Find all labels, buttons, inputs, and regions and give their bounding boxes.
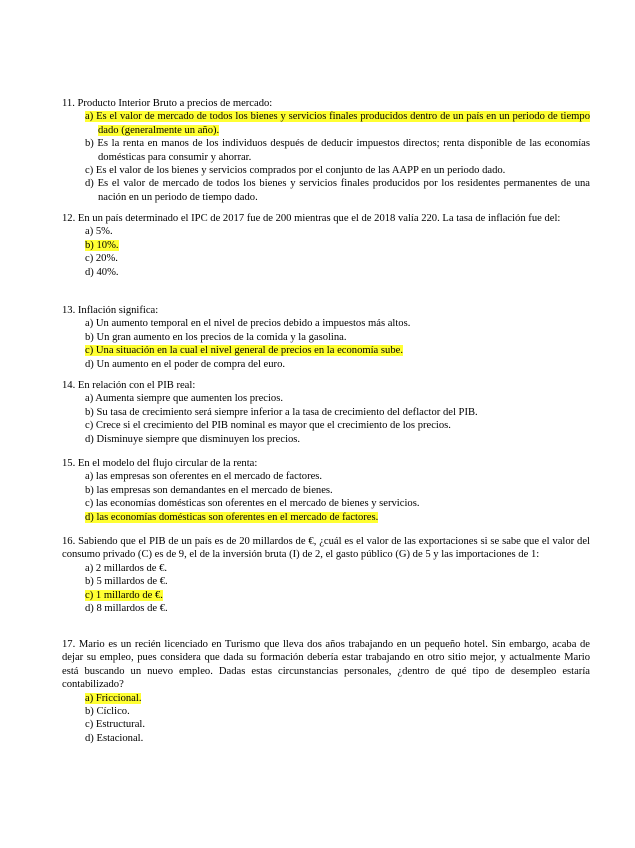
option-c[interactable]: c) Crece si el crecimiento del PIB nominal es mayor que el crecimiento de los precios. [85, 420, 451, 432]
question-12 [62, 212, 590, 279]
question-13 [62, 304, 590, 371]
option-b[interactable]: b) las empresas son demandantes en el mercado de bienes. [85, 484, 333, 496]
option-d[interactable]: d) 40%. [85, 266, 119, 278]
option-a[interactable]: a) las empresas son oferentes en el mercado de factores. [85, 471, 323, 483]
question-14 [62, 379, 590, 446]
option-b[interactable]: b) 5 millardos de €. [85, 576, 168, 588]
option-a[interactable]: a) 5%. [85, 226, 113, 238]
option-d[interactable]: d) 8 millardos de €. [85, 603, 168, 615]
question-11 [62, 97, 590, 204]
question-16 [62, 535, 590, 615]
option-d[interactable]: d) Disminuye siempre que disminuyen los precios. [85, 433, 301, 445]
highlighted-answer: a) Es el valor de mercado de todos los bienes y servicios finales producidos dentro de un país en un periodo de tiempo dado (generalmente un año). [85, 111, 590, 136]
option-d[interactable] [62, 511, 590, 524]
question-stem: 12. En un país determinado el IPC de 2017 fue de 200 mientras que el de 2018 valía 220. La tasa de inflación fue del: [62, 213, 561, 224]
question-stem: 17. Mario es un recién licenciado en Turismo que lleva dos años trabajando en un pequeño hotel. Sin embargo, acaba de dejar su empleo, pues considera que dada su formación debería estar trabajando en otro sitio mejor, y actualmente Mario está buscando un nuevo empleo. Dadas estas circunstancias personales, ¿dentro de qué tipo de desempleo estaría contabilizado? [62, 639, 590, 691]
highlighted-answer: d) las economías domésticas son oferentes en el mercado de factores. [85, 511, 379, 523]
option-c[interactable]: c) Es el valor de los bienes y servicios comprados por el conjunto de las AAPP en un periodo dado. [85, 165, 506, 177]
option-a[interactable] [62, 692, 590, 705]
option-c[interactable] [62, 344, 590, 357]
option-d[interactable]: d) Estacional. [85, 732, 144, 744]
question-15 [62, 457, 590, 524]
question-stem: 11. Producto Interior Bruto a precios de mercado: [62, 98, 273, 109]
question-stem: 14. En relación con el PIB real: [62, 380, 196, 391]
highlighted-answer: c) 1 millardo de €. [85, 589, 163, 601]
option-c[interactable] [62, 589, 590, 602]
question-17 [62, 638, 590, 745]
option-b[interactable]: b) Es la renta en manos de los individuos después de deducir impuestos directos; renta disponible de las economías domésticas para consumir y ahorrar. [85, 138, 590, 163]
option-b[interactable] [62, 239, 590, 252]
highlighted-answer: b) 10%. [85, 239, 119, 251]
option-b[interactable]: b) Su tasa de crecimiento será siempre inferior a la tasa de crecimiento del deflactor del PIB. [85, 406, 478, 418]
option-a[interactable]: a) 2 millardos de €. [85, 562, 168, 574]
option-a[interactable]: a) Aumenta siempre que aumenten los precios. [85, 393, 283, 405]
option-d[interactable]: d) Un aumento en el poder de compra del euro. [85, 358, 286, 370]
highlighted-answer: c) Una situación en la cual el nivel general de precios en la economía sube. [85, 345, 403, 357]
question-stem: 13. Inflación significa: [62, 305, 159, 316]
option-c[interactable]: c) Estructural. [85, 719, 146, 731]
option-c[interactable]: c) 20%. [85, 253, 118, 265]
question-stem: 15. En el modelo del flujo circular de la renta: [62, 458, 258, 469]
option-b[interactable]: b) Un gran aumento en los precios de la comida y la gasolina. [85, 331, 347, 343]
option-d[interactable]: d) Es el valor de mercado de todos los bienes y servicios finales producidos por los residentes permanentes de una nación en un periodo de tiempo dado. [85, 178, 590, 203]
option-c[interactable]: c) las economías domésticas son oferentes en el mercado de bienes y servicios. [85, 498, 420, 510]
option-a[interactable]: a) Un aumento temporal en el nivel de precios debido a impuestos más altos. [85, 318, 411, 330]
question-stem: 16. Sabiendo que el PIB de un país es de 20 millardos de €, ¿cuál es el valor de las exportaciones si se sabe que el valor del consumo privado (C) es de 9, el de la inversión bruta (I) de 2, el gasto público (G) de 5 y las importaciones de 1: [62, 536, 590, 561]
highlighted-answer: a) Friccional. [85, 692, 142, 704]
option-b[interactable]: b) Cíclico. [85, 706, 130, 718]
option-a[interactable] [62, 110, 590, 137]
